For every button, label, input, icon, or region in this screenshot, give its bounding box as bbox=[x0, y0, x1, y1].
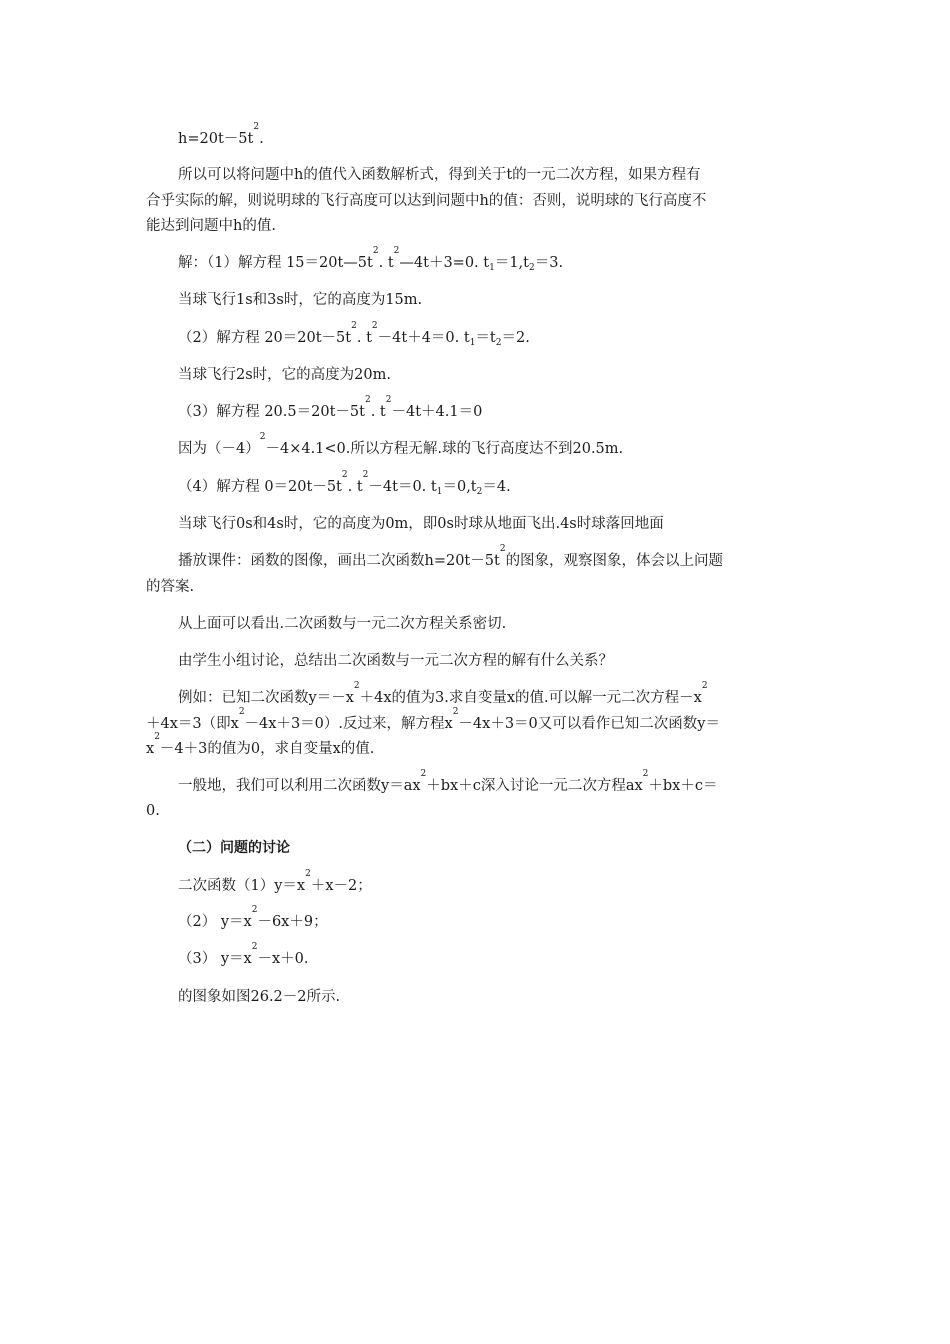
paragraph-line: ＋4x＝3（即$x^2-4x+3=0$）.反过来，解方程$x^2-4x+3=0$又可以看作已知二次函数y＝ bbox=[146, 707, 720, 732]
section-heading: （二）问题的讨论 bbox=[178, 840, 290, 856]
paragraph-line: 从上面可以看出.二次函数与一元二次方程关系密切. bbox=[178, 616, 507, 632]
function-2: （2） $y=x^2-6x+9$； bbox=[178, 905, 328, 930]
paragraph-line: 因为$(-4)^2-4\times 4.1<0$.所以方程无解.球的飞行高度达不到20.5m. bbox=[178, 432, 624, 457]
formula-h: $h=20t-5t^2$. bbox=[178, 122, 264, 147]
paragraph-line: 所以可以将问题中h的值代入函数解析式，得到关于t的一元二次方程，如果方程有 bbox=[178, 167, 701, 183]
paragraph-line: 能达到问题中h的值. bbox=[146, 218, 276, 234]
paragraph-line: 一般地，我们可以利用二次函数$y=ax^2+bx+c$深入讨论一元二次方程$ax^2+bx+c=$ bbox=[178, 769, 718, 794]
paragraph-line: 由学生小组讨论，总结出二次函数与一元二次方程的解有什么关系？ bbox=[178, 653, 613, 669]
paragraph-line: 播放课件：函数的图像，画出二次函数$h=20t-5t^2$的图象，观察图象，体会以上问题 bbox=[178, 544, 724, 569]
paragraph-line: 当球飞行1s和3s时，它的高度为15m. bbox=[178, 292, 423, 308]
paragraph-line: 例如：已知二次函数$y=-x^2+4x$的值为3.求自变量x的值.可以解一元二次方程$-x^2$ bbox=[178, 681, 708, 706]
solution-1: 解：（1）解方程 $15=20t—5t^2$. $t^2—4t+3=0$. $t_1=1,t_2=3$. bbox=[178, 246, 564, 273]
paragraph-line: $x^2-4+3$的值为0，求自变量x的值. bbox=[146, 732, 375, 757]
function-3: （3） $y=x^2-x+0$. bbox=[178, 942, 309, 967]
solution-3: （3）解方程 $20.5=20t-5t^2$. $t^2-4t+4.1=0$ bbox=[178, 395, 483, 420]
function-1: 二次函数$(1)y=x^2+x-2$； bbox=[178, 869, 372, 894]
paragraph-line: 合乎实际的解，则说明球的飞行高度可以达到问题中h的值：否则，说明球的飞行高度不 bbox=[146, 193, 707, 209]
paragraph-line: 0. bbox=[146, 803, 160, 819]
paragraph-line: 当球飞行2s时，它的高度为20m. bbox=[178, 367, 391, 383]
paragraph-line: 的答案. bbox=[146, 579, 195, 595]
solution-4: （4）解方程 $0=20t-5t^2$. $t^2-4t=0$. $t_1=0,t_2=4$. bbox=[178, 470, 511, 497]
paragraph-line: 当球飞行0s和4s时，它的高度为0m，即0s时球从地面飞出.4s时球落回地面 bbox=[178, 516, 664, 532]
solution-2: （2）解方程 $20=20t-5t^2$. $t^2-4t+4=0$. $t_1=t_2=2$. bbox=[178, 321, 530, 348]
paragraph-line: 的图象如图26.2－2所示. bbox=[178, 989, 341, 1005]
